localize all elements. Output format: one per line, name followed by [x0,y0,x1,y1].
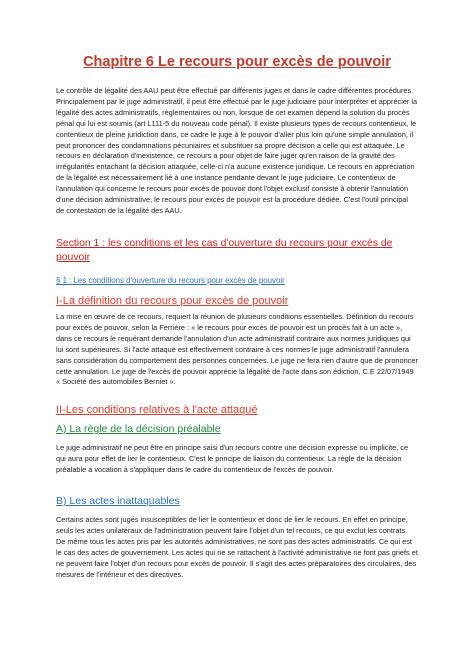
heading-B: B) Les actes inattaquables [56,495,180,507]
heading-A: A) La règle de la décision préalable [56,423,221,435]
heading-II: II-Les conditions relatives à l'acte attaqué [56,404,258,416]
paragraph-1-heading: § 1 : Les conditions d'ouverture du recours pour excès de pouvoir [56,276,285,285]
heading-I: I-La définition du recours pour excès de pouvoir [56,295,289,307]
section-1-heading: Section 1 : les conditions et les cas d'ouverture du recours pour excès de pouvoir [56,238,393,263]
text-B-paragraph: Certains actes sont jugés insusceptibles de lier le contentieux et donc de lier le recours. En effet en principe, seuls les actes unilatéraux de l'administration peuvent faire l'objet d'un tel recours, ce qui exclut les contrats. De même tous les actes pris par les autorités administratives, ne sont pas des actes administratifs. Ce qui est le cas des actes de gouvernement. Les actes qui ne se rattachent à l'activité administrative ne font pas griefs et ne peuvent faire l'objet d'un recours pour excès de pouvoir. Il s'agit des actes préparatoires des circulaires, des mesures de l'intérieur et des directives. [56,515,418,579]
page-title: Chapitre 6 Le recours pour excès de pouvoir [83,54,391,70]
text-A-paragraph: Le juge administratif ne peut être en principe saisi d'un recours contre une décision expresse ou implicite, ce qui aura pour effet de lier le contentieux. C'est le principe de liaison du contentieux. La règle de la décision préalable a vocation à s'appliquer dans le cadre du contentieux de l'excès de pouvoir. [56,443,409,474]
text-I-paragraph: La mise en œuvre de ce recours, requiert la réunion de plusieurs conditions essentielles. Définition du recours pour excès de pouvoir, selon la Ferrière : « le recours pour excès de pouvoir est un procès fait à un acte », dans ce recours le requérant demande l'annulation d'un acte administratif contraire aux normes juridiques qui lui sont supérieures. Si l'acte attaqué est effectivement contraire à ces normes le juge administratif l'annulera sans considération du comportement des personnes concernées. Le juge ne fera rien d'autre que de prononcer cette annulation. Le juge de l'excès de pouvoir apprécie la légalité de l'acte dans son édiction, C.E 22/07/1949 « Société des automobiles Berniet ». [56,312,418,387]
intro-paragraph: Le contrôle de légalité des AAU peut être effectué par différents juges et dans le cadre différentes procédures. Principalement par le juge administratif, il peut être effectué par le juge judiciaire pour interpréter et apprécier la légalité des actes administratifs, règlementaires ou non, lorsque de cet examen dépend la solution du procès pénal qui lui est soumis (art L111-5 du nouveau code pénal). Il existe plusieurs types de recours contentieux, le contentieux de pleine juridiction dans, ce cadre le juge à le pouvoir d'aller plus loin qu'une simple annulation, il peut prononcer des condamnations pécuniaires et substituer sa propre décision a celle qui est attaquée. Le recours en déclaration d'inexistence, ce recours a pour objet de faire juger qu'en raison de la gravité des irrégularités entachant la décision attaquée, celle-ci n'a aucune existence juridique. Le recours en appréciation de la légalité est nécessairement lié à une instance pendante devant le juge judiciaire. Le contentieux de l'annulation qui concerne le recours pour excès de pouvoir dont l'objet exclusif consiste à obtenir l'annulation d'une décision administrative, le recours pour excès de pouvoir est la procédure dédiée. C'est l'outil principal de contestation de la légalité des AAU. [56,86,418,215]
